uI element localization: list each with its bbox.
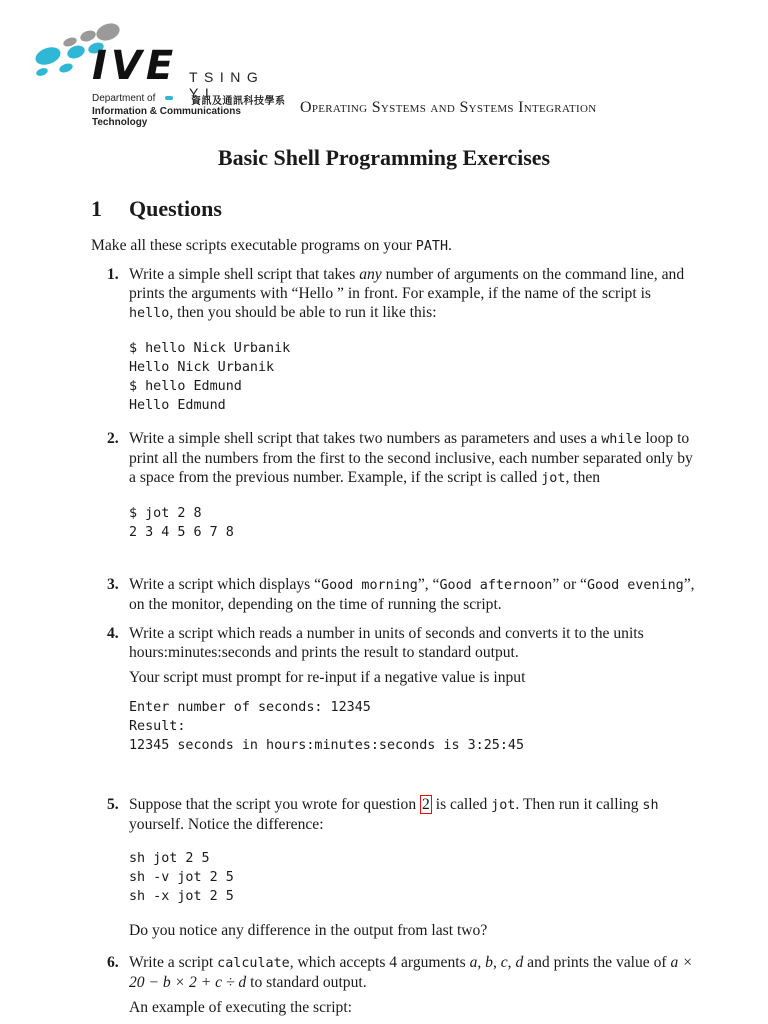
question-4 [91, 624, 701, 755]
dept-line1: Department of [92, 93, 156, 104]
question-followup: Do you notice any difference in the output from last two? [129, 922, 488, 939]
question-note: Your script must prompt for re-input if a negative value is input [129, 669, 526, 686]
code-block: Enter number of seconds: 12345 Result: 12345 seconds in hours:minutes:seconds is 3:25:45 [129, 700, 525, 753]
code-block: $ hello Nick Urbanik Hello Nick Urbanik $ hello Edmund Hello Edmund [129, 341, 291, 413]
intro-end: . [448, 237, 452, 254]
question-number: 1. [107, 266, 119, 283]
question-number: 5. [107, 796, 119, 813]
inline-code: jot [541, 471, 566, 486]
ive-logo [28, 18, 298, 128]
question-6 [91, 953, 701, 1017]
emphasis: any [359, 266, 382, 283]
question-1 [91, 265, 701, 415]
inline-code: hello [129, 306, 170, 321]
question-text: Write a simple shell script that takes two numbers as parameters and uses a while loop to print all the numbers from the first to the second inclusive, each number separated only by a space from the previous number. Example, if the script is called jot, then [129, 430, 693, 486]
question-note: An example of executing the script: [129, 999, 353, 1016]
question-number: 2. [107, 430, 119, 447]
intro-code: PATH [415, 239, 449, 254]
intro-paragraph [91, 236, 452, 256]
question-text: Suppose that the script you wrote for question 2 is called jot. Then run it calling sh yourself. Notice the difference: [129, 796, 659, 833]
section-heading [91, 196, 222, 222]
question-number: 3. [107, 576, 119, 593]
question-ref-link[interactable]: 2 [422, 796, 430, 813]
dept-chinese: 資訊及通訊科技學系 [191, 96, 286, 107]
dept-line2: Information & Communications Technology [92, 106, 241, 128]
logo-campus-text: TSING YI [189, 69, 265, 101]
question-number: 4. [107, 625, 119, 642]
section-number: 1 [91, 196, 102, 221]
question-text: Write a script which reads a number in units of seconds and converts it to the units hours:minutes:seconds and prints the result to standard output. [129, 625, 644, 661]
question-3 [91, 575, 701, 614]
dept-dot-icon [165, 96, 173, 100]
document-title: Basic Shell Programming Exercises [217, 145, 551, 170]
course-title: Operating Systems and Systems Integration [300, 99, 597, 116]
code-block: sh jot 2 5 sh -v jot 2 5 sh -x jot 2 5 [129, 851, 234, 904]
section-title: Questions [129, 196, 222, 221]
intro-text: Make all these scripts executable programs on your [91, 237, 416, 254]
question-2 [91, 429, 701, 542]
question-text: Write a script calculate, which accepts 4 arguments a, b, c, d and prints the value of a × 20 − b × 2 + c ÷ d to standard output. [129, 954, 693, 991]
inline-code: while [601, 432, 642, 447]
question-text: Write a script which displays “Good morning”, “Good afternoon” or “Good evening”, on the monitor, depending on the time of running the script. [129, 576, 695, 613]
formula: a × 20 − b × 2 + c ÷ d [129, 954, 693, 991]
question-5 [91, 795, 701, 940]
code-block: $ jot 2 8 2 3 4 5 6 7 8 [129, 506, 234, 540]
question-number: 6. [107, 954, 119, 971]
question-text: Write a simple shell script that takes any number of arguments on the command line, and prints the arguments with “Hello ” in front. For example, if the name of the script is hello, then you should be able to run it like this: [129, 266, 685, 321]
logo-ive-text: IVE [92, 43, 178, 89]
